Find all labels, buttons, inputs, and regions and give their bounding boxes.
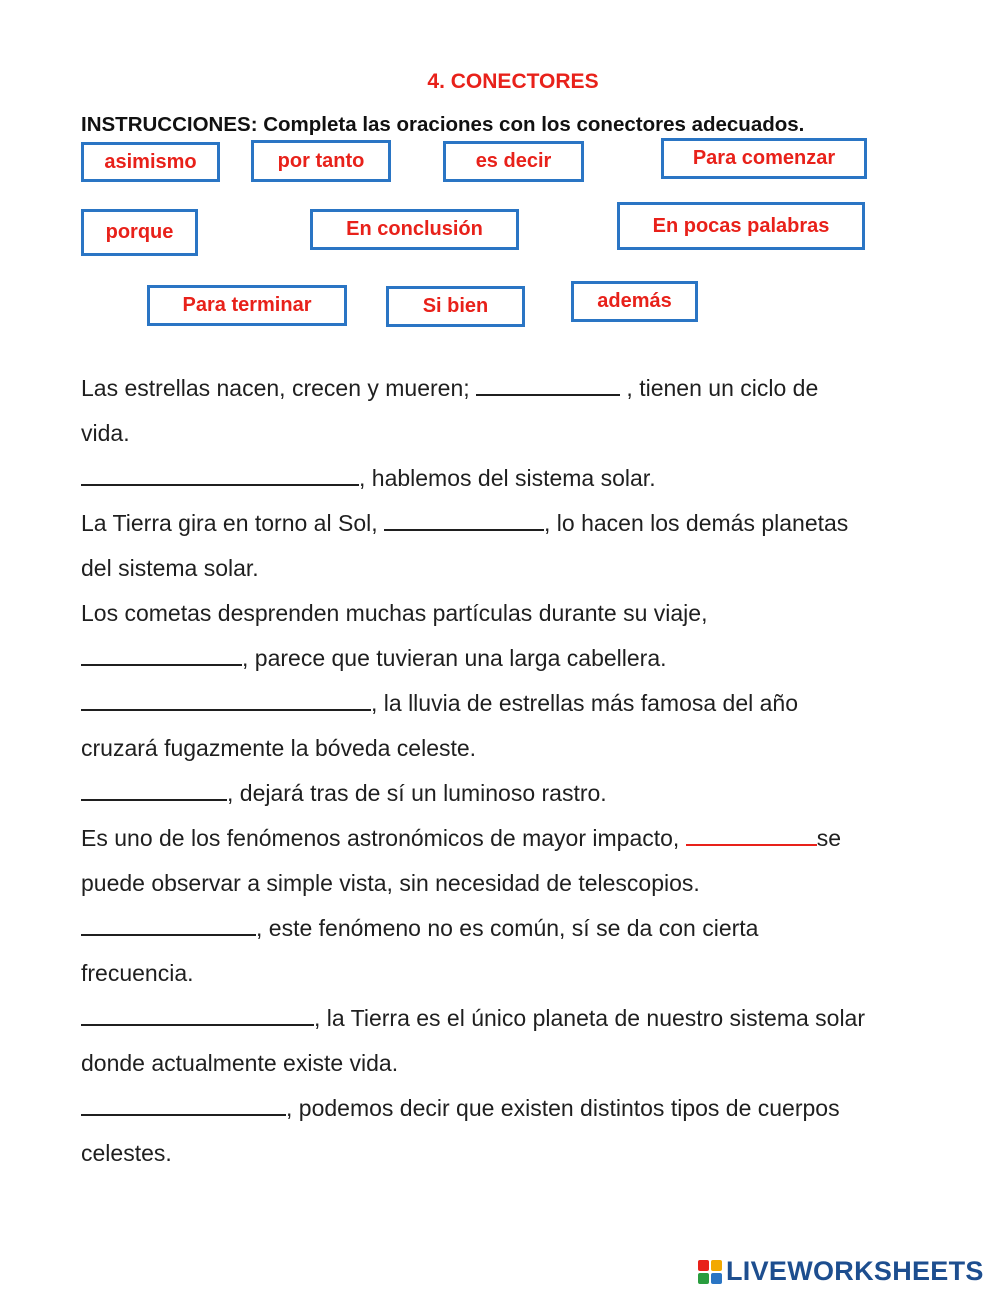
answer-blank[interactable] (81, 914, 256, 936)
sentence-text: , parece que tuvieran una larga cabellera. (242, 645, 667, 671)
sentence-line (81, 689, 798, 717)
answer-blank[interactable] (81, 689, 371, 711)
connector-chip-para-terminar[interactable]: Para terminar (147, 285, 347, 326)
connector-chip-en-pocas-palabras[interactable]: En pocas palabras (617, 202, 865, 250)
answer-blank[interactable] (81, 464, 359, 486)
brand-squares-icon (698, 1260, 722, 1284)
connector-chip-si-bien[interactable]: Si bien (386, 286, 525, 327)
sentence-line (81, 509, 848, 537)
answer-blank[interactable] (384, 509, 544, 531)
liveworksheets-logo (698, 1256, 984, 1287)
sentence-line (81, 599, 707, 627)
sentence-text: Los cometas desprenden muchas partículas durante su viaje, (81, 600, 708, 626)
sentence-text: celestes. (81, 1140, 172, 1166)
connector-chip-ademas[interactable]: además (571, 281, 698, 322)
sentence-text: se (816, 825, 841, 851)
brand-name: LIVEWORKSHEETS (726, 1256, 984, 1286)
sentence-text: donde actualmente existe vida. (81, 1050, 399, 1076)
sentence-line (81, 824, 841, 852)
sentence-text: Las estrellas nacen, crecen y mueren; (81, 375, 477, 401)
answer-blank[interactable] (81, 1004, 314, 1026)
sentence-text: , dejará tras de sí un luminoso rastro. (227, 780, 607, 806)
instructions-text: INSTRUCCIONES: Completa las oraciones con los conectores adecuados. (81, 113, 805, 136)
sentence-text: vida. (81, 420, 130, 446)
sentence-text: puede observar a simple vista, sin necesidad de telescopios. (81, 870, 700, 896)
answer-blank[interactable] (686, 824, 817, 846)
sentence-text: , hablemos del sistema solar. (359, 465, 656, 491)
sentence-line (81, 734, 476, 762)
connector-chip-por-tanto[interactable]: por tanto (251, 140, 391, 182)
worksheet-title: 4. CONECTORES (427, 70, 599, 93)
sentence-text: , lo hacen los demás planetas (544, 510, 849, 536)
sentence-line (81, 419, 130, 447)
sentence-line (81, 644, 667, 672)
answer-blank[interactable] (81, 644, 242, 666)
sentence-text: , tienen un ciclo de (620, 375, 819, 401)
sentence-text: cruzará fugazmente la bóveda celeste. (81, 735, 477, 761)
sentence-text: frecuencia. (81, 960, 194, 986)
sentence-text: Es uno de los fenómenos astronómicos de mayor impacto, (81, 825, 686, 851)
sentence-text: del sistema solar. (81, 555, 259, 581)
sentence-line (81, 959, 194, 987)
connector-chip-en-conclusion[interactable]: En conclusión (310, 209, 519, 250)
sentence-text: , la lluvia de estrellas más famosa del año (371, 690, 798, 716)
sentence-line (81, 1139, 172, 1167)
connector-chip-asimismo[interactable]: asimismo (81, 142, 220, 182)
sentence-line (81, 1094, 840, 1122)
answer-blank[interactable] (476, 374, 620, 396)
connector-chip-es-decir[interactable]: es decir (443, 141, 584, 182)
connector-chip-porque[interactable]: porque (81, 209, 198, 256)
answer-blank[interactable] (81, 779, 227, 801)
sentence-line (81, 464, 656, 492)
sentence-line (81, 554, 259, 582)
sentence-line (81, 374, 818, 402)
sentence-line (81, 1049, 398, 1077)
sentence-text: La Tierra gira en torno al Sol, (81, 510, 384, 536)
sentence-line (81, 1004, 865, 1032)
sentence-text: , este fenómeno no es común, sí se da con cierta (256, 915, 759, 941)
sentence-text: , podemos decir que existen distintos tipos de cuerpos (286, 1095, 840, 1121)
sentence-line (81, 779, 607, 807)
sentence-text: , la Tierra es el único planeta de nuestro sistema solar (314, 1005, 866, 1031)
sentence-line (81, 914, 758, 942)
sentence-line (81, 869, 700, 897)
connector-chip-para-comenzar[interactable]: Para comenzar (661, 138, 867, 179)
answer-blank[interactable] (81, 1094, 286, 1116)
